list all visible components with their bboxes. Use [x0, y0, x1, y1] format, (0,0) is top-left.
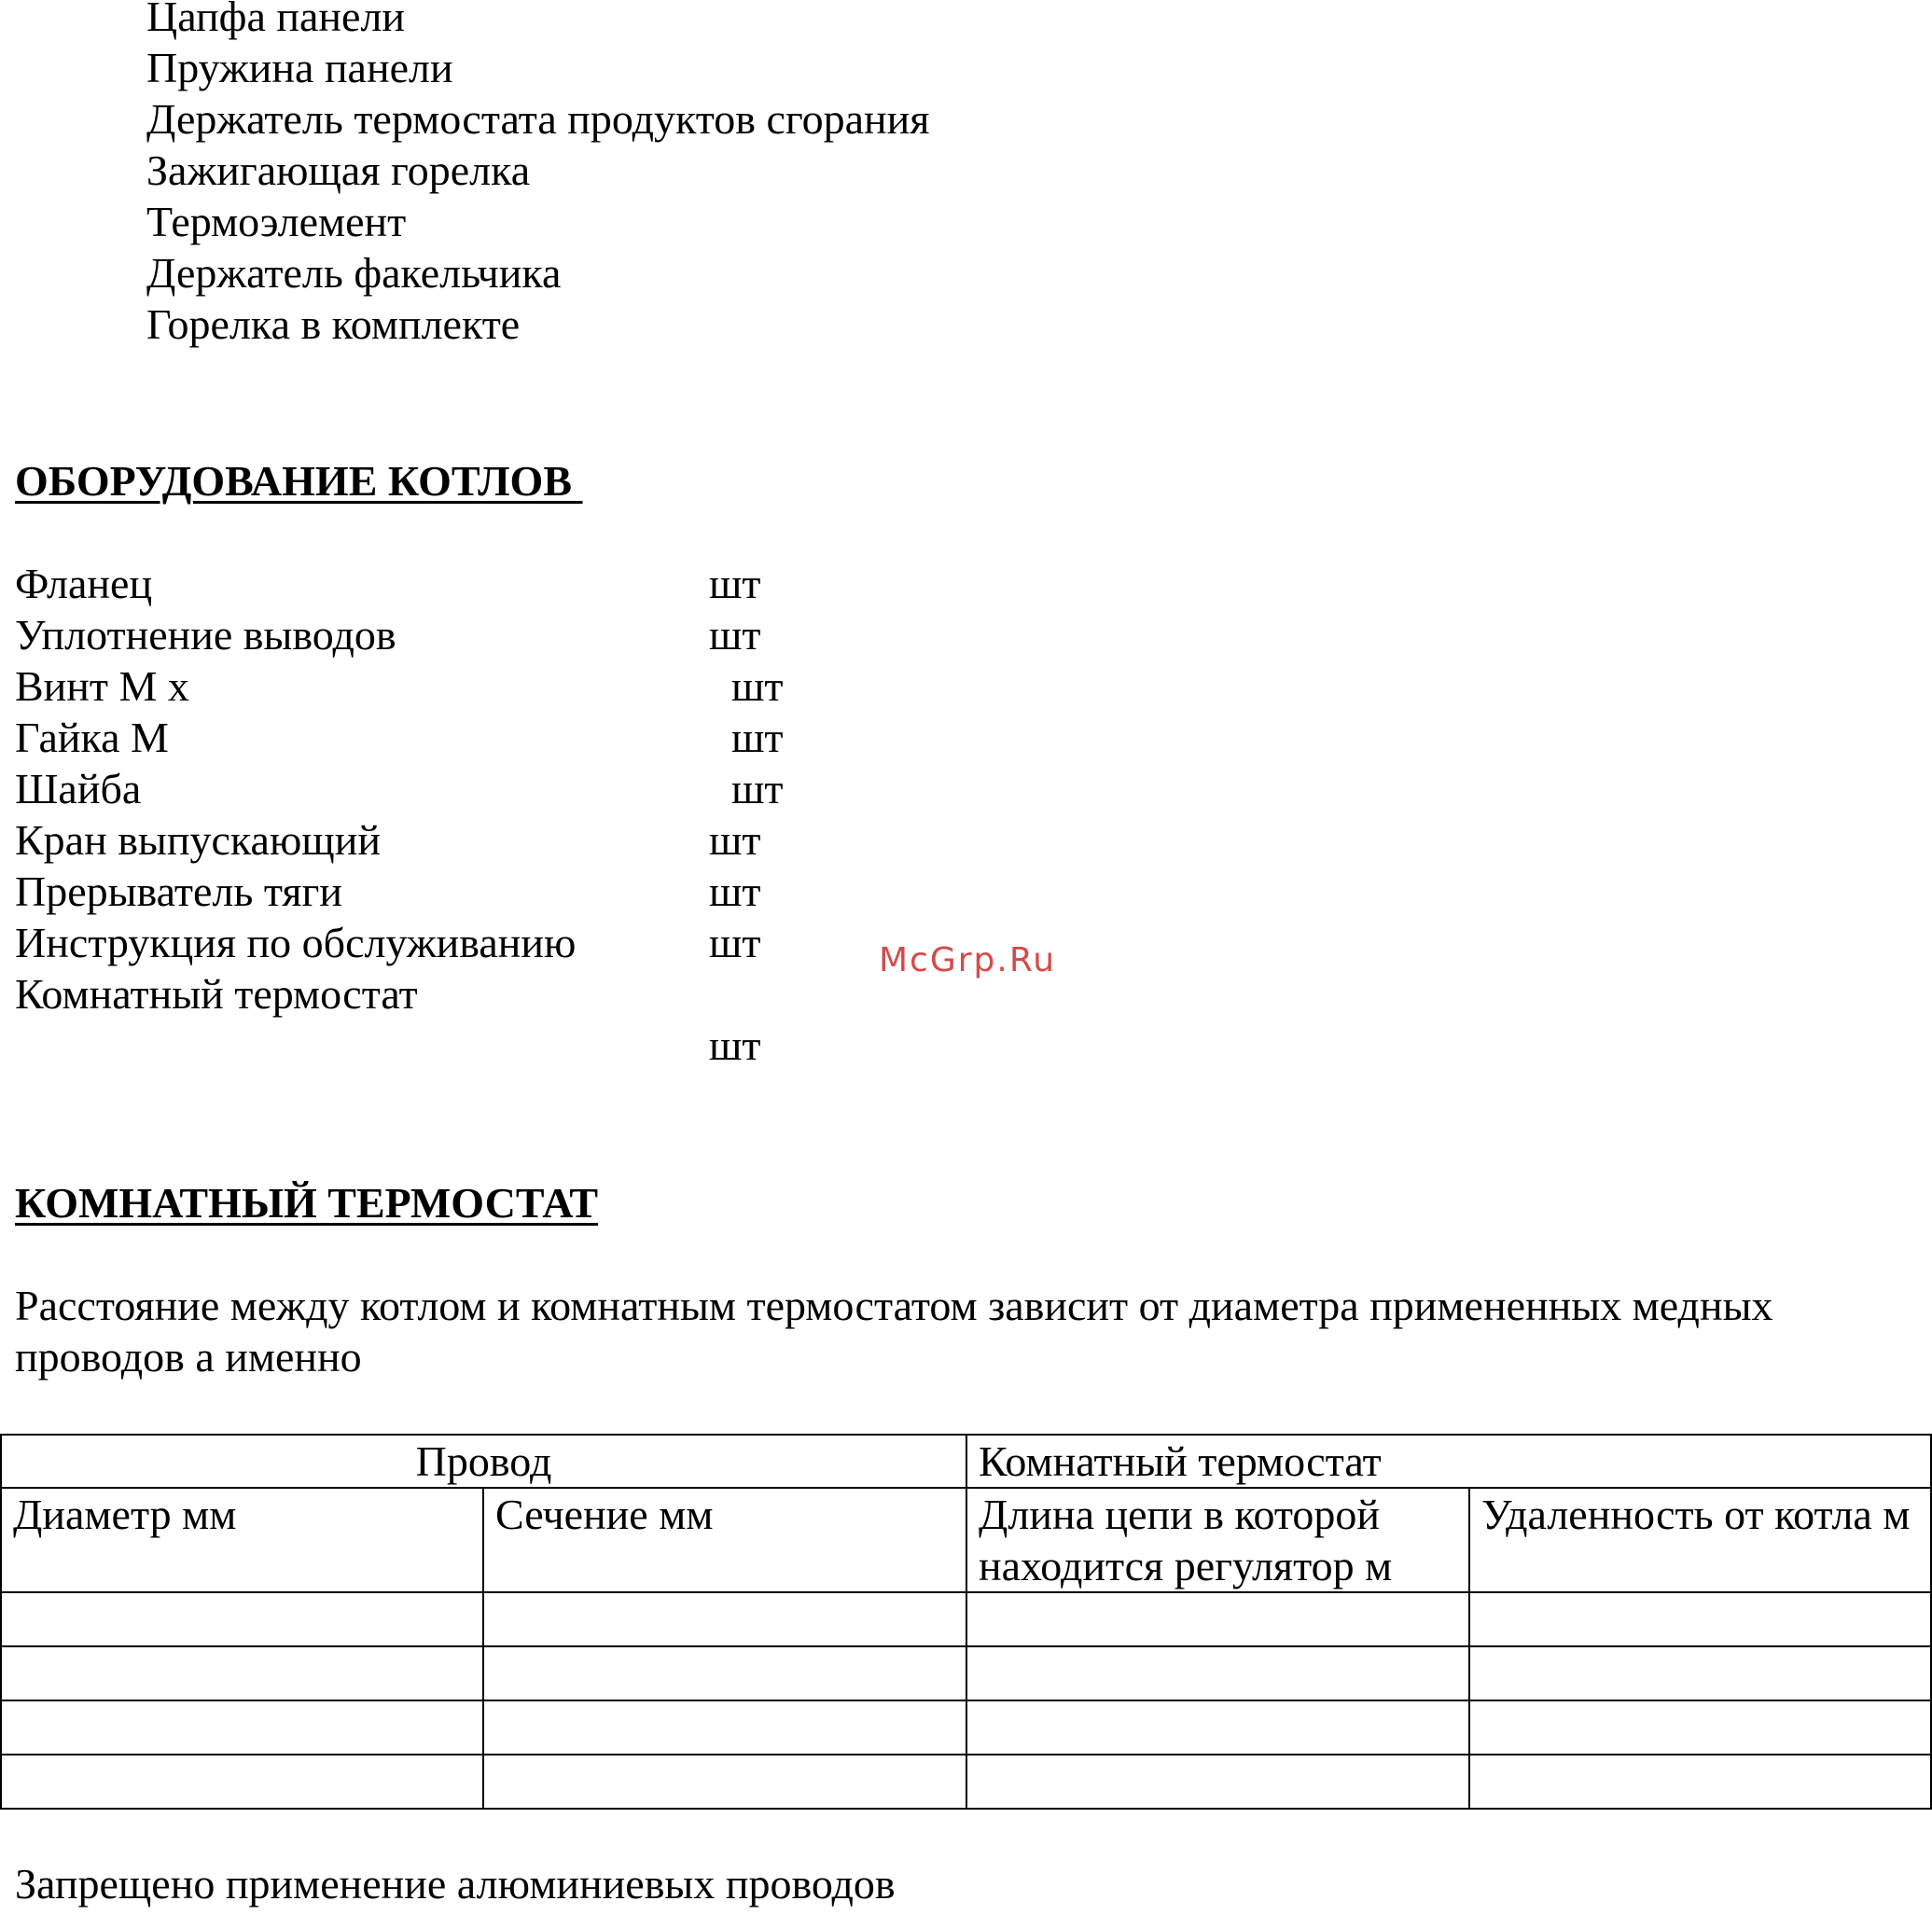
table-cell	[966, 1592, 1469, 1646]
table-cell	[966, 1646, 1469, 1700]
watermark: McGrp.Ru	[879, 941, 1057, 979]
equipment-item-unit: шт	[709, 611, 761, 659]
list-item: Зажигающая горелка	[146, 146, 531, 194]
equipment-item-unit: шт	[731, 714, 784, 761]
table-group-header-row	[1, 1435, 1931, 1488]
table-cell	[483, 1646, 966, 1700]
table-cell	[483, 1755, 966, 1809]
equipment-item-unit: шт	[731, 662, 784, 710]
table-row	[1, 1592, 1931, 1646]
table-cell	[1, 1755, 483, 1809]
equipment-item-name: Комнатный термостат	[15, 970, 418, 1018]
equipment-item-name: Кран выпускающий	[15, 816, 381, 864]
table-row	[1, 1700, 1931, 1755]
column-header-section: Сечение мм	[483, 1488, 966, 1592]
equipment-item-name: Гайка М	[15, 714, 169, 761]
equipment-item-name: Шайба	[15, 765, 142, 812]
equipment-item	[15, 763, 855, 814]
column-header-diameter: Диаметр мм	[1, 1488, 483, 1592]
table-cell	[1469, 1755, 1931, 1809]
column-header-circuit-length: Длина цепи в которой находится регулятор м	[966, 1488, 1469, 1592]
equipment-item	[15, 814, 855, 866]
table-cell	[1469, 1646, 1931, 1700]
table-cell	[1469, 1700, 1931, 1755]
equipment-item-unit: шт	[709, 919, 761, 966]
equipment-item	[15, 968, 855, 1069]
group-header-wire: Провод	[1, 1435, 966, 1488]
equipment-item-name: Винт М х	[15, 662, 189, 710]
list-item: Горелка в комплекте	[146, 300, 521, 348]
equipment-item-name: Инструкция по обслуживанию	[15, 919, 577, 966]
thermostat-paragraph: Расстояние между котлом и комнатным термостатом зависит от диаметра примененных медных проводов а именно	[15, 1282, 1773, 1381]
equipment-item	[15, 712, 855, 763]
equipment-item-unit: шт	[709, 867, 761, 915]
column-header-distance: Удаленность от котла м	[1469, 1488, 1931, 1592]
list-item: Держатель факельчика	[146, 249, 562, 297]
list-item: Цапфа панели	[146, 0, 406, 40]
list-item: Термоэлемент	[146, 198, 407, 245]
aluminium-warning: Запрещено применение алюминиевых проводов	[15, 1860, 896, 1908]
table-cell	[1469, 1592, 1931, 1646]
table-cell	[1, 1700, 483, 1755]
equipment-item-unit: шт	[709, 560, 761, 607]
equipment-item-name: Уплотнение выводов	[15, 611, 396, 659]
equipment-item-name: Фланец	[15, 560, 153, 607]
equipment-heading: ОБОРУДОВАНИЕ КОТЛОВ	[15, 457, 583, 505]
table-cell	[966, 1755, 1469, 1809]
table-cell	[1, 1592, 483, 1646]
table-row	[1, 1755, 1931, 1809]
equipment-item	[15, 558, 855, 609]
list-item: Пружина панели	[146, 44, 453, 91]
table-cell	[966, 1700, 1469, 1755]
equipment-item	[15, 917, 855, 968]
table-row	[1, 1646, 1931, 1700]
table-column-header-row	[1, 1488, 1931, 1592]
equipment-item-unit: шт	[709, 816, 761, 864]
equipment-item	[15, 660, 855, 712]
table-cell	[1, 1646, 483, 1700]
parts-list	[146, 0, 929, 350]
wire-table	[0, 1434, 1932, 1810]
table-cell	[483, 1592, 966, 1646]
equipment-list	[15, 558, 855, 1069]
equipment-item-unit: шт	[709, 1021, 761, 1069]
equipment-item	[15, 866, 855, 917]
thermostat-heading: КОМНАТНЫЙ ТЕРМОСТАТ	[15, 1179, 599, 1227]
list-item: Держатель термостата продуктов сгорания	[146, 95, 930, 143]
table-cell	[483, 1700, 966, 1755]
group-header-thermostat: Комнатный термостат	[966, 1435, 1931, 1488]
equipment-item-name: Прерыватель тяги	[15, 867, 342, 915]
equipment-item-unit: шт	[731, 765, 784, 812]
equipment-item	[15, 609, 855, 660]
